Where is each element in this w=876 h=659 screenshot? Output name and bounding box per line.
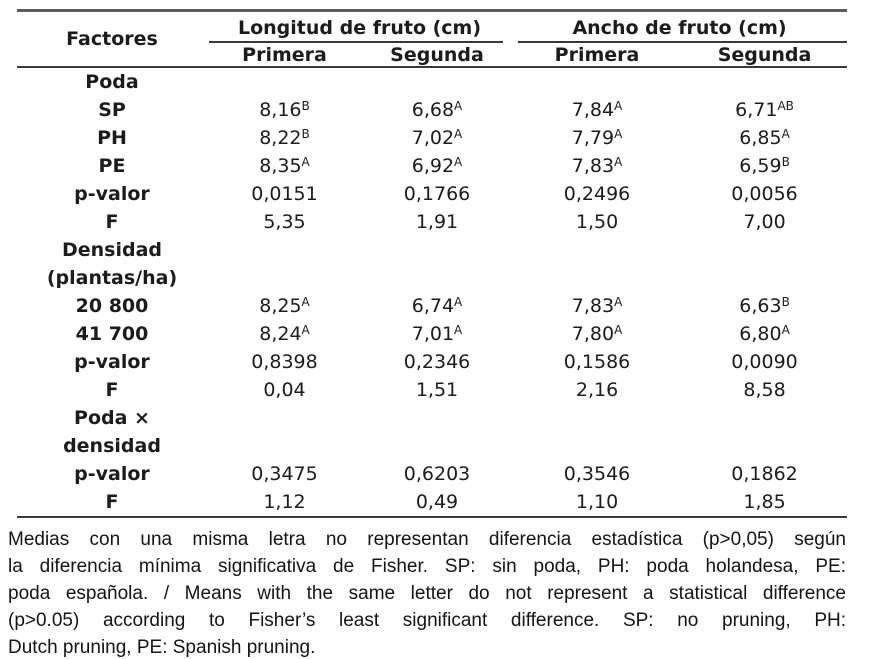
value-cell	[362, 152, 512, 180]
cell-value: 7,80	[571, 323, 615, 345]
cell-value: 6,68	[411, 99, 455, 121]
value-cell	[682, 488, 847, 517]
table-row	[17, 180, 847, 208]
significance-letter: A	[614, 127, 623, 141]
significance-letter: A	[301, 155, 310, 169]
cell-value: 2,16	[575, 379, 619, 401]
cell-value: 0,0151	[251, 183, 318, 205]
cell-value: 0,04	[263, 379, 306, 401]
value-cell	[682, 124, 847, 152]
table-footnote	[8, 526, 846, 659]
value-cell	[362, 488, 512, 517]
value-cell	[362, 96, 512, 124]
value-cell	[512, 348, 682, 376]
cell-value: 7,79	[571, 127, 615, 149]
significance-letter: A	[454, 155, 463, 169]
value-cell	[207, 236, 362, 264]
value-cell	[512, 96, 682, 124]
column-header-factores: Factores	[17, 11, 207, 68]
cell-value: 0,2346	[403, 351, 471, 373]
footnote-line: la diferencia mínima significativa de Fisher. SP: sin poda, PH: poda holandesa, PE:	[8, 556, 846, 577]
value-cell	[512, 124, 682, 152]
value-cell	[207, 67, 362, 96]
value-cell	[207, 376, 362, 404]
cell-value: 1,91	[415, 211, 459, 233]
value-cell	[207, 124, 362, 152]
value-cell	[512, 432, 682, 460]
significance-letter: A	[301, 323, 310, 337]
significance-letter: A	[781, 323, 790, 337]
cell-value: 7,01	[411, 323, 455, 345]
cell-value: 0,8398	[251, 351, 318, 373]
table-row	[17, 152, 847, 180]
value-cell	[512, 236, 682, 264]
significance-letter: A	[614, 155, 623, 169]
table-row	[17, 376, 847, 404]
cell-value: 1,50	[575, 211, 619, 233]
value-cell	[207, 208, 362, 236]
value-cell	[362, 180, 512, 208]
row-label: (plantas/ha)	[46, 267, 178, 289]
value-cell	[207, 348, 362, 376]
cell-value: 7,83	[571, 155, 615, 177]
value-cell	[682, 432, 847, 460]
cell-value: 6,71	[735, 99, 778, 121]
value-cell	[512, 404, 682, 432]
significance-letter: B	[301, 99, 310, 113]
value-cell	[362, 124, 512, 152]
value-cell	[362, 67, 512, 96]
significance-letter: A	[614, 99, 623, 113]
table-row	[17, 236, 847, 264]
cell-value: 1,12	[263, 491, 306, 513]
cell-value: 6,74	[411, 295, 455, 317]
row-label: Poda	[85, 71, 139, 93]
significance-letter: A	[454, 323, 463, 337]
cell-value: 8,58	[743, 379, 786, 401]
table-row	[17, 348, 847, 376]
column-group-ancho-de-fruto: Ancho de fruto (cm)	[512, 11, 847, 44]
table-row	[17, 404, 847, 432]
cell-value: 5,35	[263, 211, 306, 233]
significance-letter: A	[614, 323, 623, 337]
footnote-line: Dutch pruning, PE: Spanish pruning.	[8, 637, 316, 658]
value-cell	[362, 320, 512, 348]
cell-value: 8,16	[259, 99, 302, 121]
row-label: F	[105, 379, 119, 401]
value-cell	[207, 320, 362, 348]
row-label: densidad	[63, 435, 161, 457]
cell-value: 6,92	[411, 155, 455, 177]
cell-value: 1,85	[743, 491, 786, 513]
cell-value: 6,85	[739, 127, 782, 149]
cell-value: 7,84	[571, 99, 615, 121]
table-row	[17, 264, 847, 292]
cell-value: 7,83	[571, 295, 615, 317]
cell-value: 0,1862	[731, 463, 798, 485]
value-cell	[362, 348, 512, 376]
cell-value: 0,49	[415, 491, 459, 513]
row-label: p-valor	[74, 351, 150, 373]
value-cell	[512, 376, 682, 404]
cell-value: 0,2496	[563, 183, 631, 205]
subheader-longitud-segunda: Segunda	[362, 43, 512, 67]
value-cell	[362, 376, 512, 404]
value-cell	[512, 488, 682, 517]
row-label: F	[105, 211, 119, 233]
table-row	[17, 208, 847, 236]
results-table	[17, 9, 847, 518]
value-cell	[512, 180, 682, 208]
value-cell	[362, 432, 512, 460]
value-cell	[362, 404, 512, 432]
value-cell	[362, 208, 512, 236]
value-cell	[682, 264, 847, 292]
value-cell	[682, 348, 847, 376]
row-label: 20 800	[75, 295, 149, 317]
cell-value: 0,0090	[731, 351, 798, 373]
value-cell	[512, 292, 682, 320]
row-label: Poda ×	[74, 407, 150, 429]
significance-letter: B	[301, 127, 310, 141]
cell-value: 1,51	[415, 379, 459, 401]
cell-value: 0,3546	[563, 463, 631, 485]
row-label: p-valor	[74, 183, 150, 205]
significance-letter: A	[614, 295, 623, 309]
cell-value: 6,63	[739, 295, 782, 317]
table-row	[17, 460, 847, 488]
value-cell	[682, 376, 847, 404]
significance-letter: A	[454, 99, 463, 113]
significance-letter: A	[454, 295, 463, 309]
value-cell	[682, 320, 847, 348]
table-row	[17, 320, 847, 348]
value-cell	[512, 320, 682, 348]
cell-value: 8,24	[259, 323, 302, 345]
value-cell	[512, 152, 682, 180]
cell-value: 1,10	[575, 491, 619, 513]
significance-letter: B	[781, 295, 790, 309]
footnote-line: (p>0.05) according to Fisher’s least significant difference. SP: no pruning, PH:	[8, 610, 846, 631]
significance-letter: AB	[777, 99, 794, 113]
value-cell	[682, 236, 847, 264]
cell-value: 8,35	[259, 155, 302, 177]
value-cell	[682, 152, 847, 180]
cell-value: 7,00	[743, 211, 786, 233]
value-cell	[512, 460, 682, 488]
value-cell	[682, 208, 847, 236]
value-cell	[362, 292, 512, 320]
value-cell	[207, 488, 362, 517]
row-label: PE	[98, 155, 126, 177]
value-cell	[682, 67, 847, 96]
significance-letter: A	[781, 127, 790, 141]
cell-value: 6,80	[739, 323, 782, 345]
column-group-longitud-de-fruto: Longitud de fruto (cm)	[207, 11, 512, 44]
cell-value: 0,1586	[563, 351, 631, 373]
row-label: p-valor	[74, 463, 150, 485]
row-label: Densidad	[61, 239, 163, 261]
value-cell	[207, 292, 362, 320]
cell-value: 0,3475	[251, 463, 318, 485]
footnote-line: Medias con una misma letra no representan diferencia estadística (p>0,05) según	[8, 529, 846, 550]
value-cell	[362, 236, 512, 264]
table-row	[17, 432, 847, 460]
row-label: 41 700	[75, 323, 149, 345]
value-cell	[207, 460, 362, 488]
subheader-ancho-segunda: Segunda	[682, 43, 847, 67]
table-row	[17, 67, 847, 96]
value-cell	[682, 292, 847, 320]
cell-value: 0,0056	[731, 183, 798, 205]
value-cell	[207, 152, 362, 180]
subheader-ancho-primera: Primera	[512, 43, 682, 67]
value-cell	[207, 404, 362, 432]
value-cell	[682, 460, 847, 488]
cell-value: 0,1766	[403, 183, 471, 205]
value-cell	[512, 264, 682, 292]
value-cell	[682, 404, 847, 432]
significance-letter: A	[454, 127, 463, 141]
value-cell	[207, 180, 362, 208]
value-cell	[682, 180, 847, 208]
cell-value: 8,25	[259, 295, 302, 317]
table-group-header-row	[17, 11, 847, 44]
subheader-longitud-primera: Primera	[207, 43, 362, 67]
row-label: F	[17, 488, 207, 517]
table-row	[17, 488, 847, 517]
cell-value: 8,22	[259, 127, 302, 149]
cell-value: 0,6203	[403, 463, 471, 485]
table-row	[17, 292, 847, 320]
value-cell	[207, 432, 362, 460]
value-cell	[512, 67, 682, 96]
row-label: SP	[98, 99, 126, 121]
value-cell	[682, 96, 847, 124]
footnote-line: poda española. / Means with the same letter do not represent a statistical difference	[8, 583, 846, 604]
row-label: PH	[97, 127, 127, 149]
value-cell	[362, 264, 512, 292]
value-cell	[362, 460, 512, 488]
significance-letter: B	[781, 155, 790, 169]
value-cell	[207, 264, 362, 292]
value-cell	[207, 96, 362, 124]
table-row	[17, 124, 847, 152]
table-row	[17, 96, 847, 124]
significance-letter: A	[301, 295, 310, 309]
cell-value: 6,59	[739, 155, 782, 177]
cell-value: 7,02	[411, 127, 455, 149]
table-body	[17, 67, 847, 517]
value-cell	[512, 208, 682, 236]
